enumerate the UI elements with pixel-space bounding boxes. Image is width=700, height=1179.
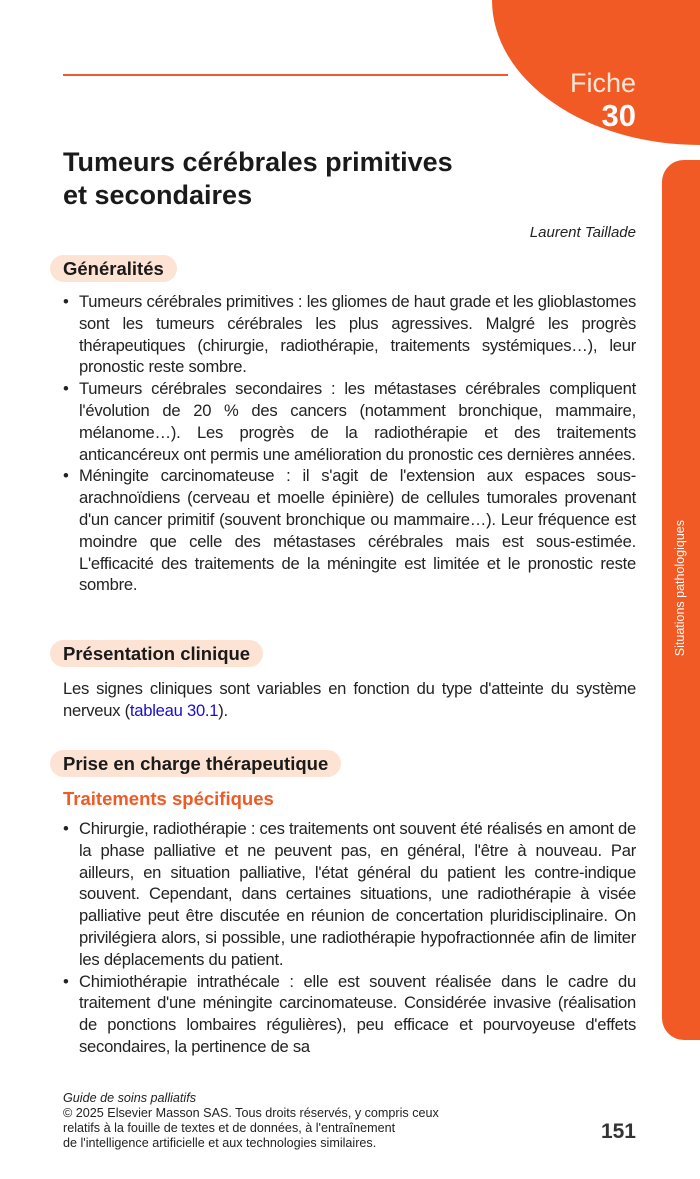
presentation-text-start: Les signes cliniques sont variables en fonction du type d'atteinte du système nerveux (	[63, 679, 636, 720]
page-title	[63, 146, 453, 212]
presentation-text-end: ).	[218, 700, 228, 720]
copyright-line: © 2025 Elsevier Masson SAS. Tous droits réservés, y compris ceux	[63, 1106, 439, 1120]
fiche-label: Fiche	[569, 68, 636, 98]
copyright-line: de l'intelligence artificielle et aux technologies similaires.	[63, 1136, 377, 1150]
heading-generalites: Généralités	[50, 255, 177, 282]
list-item: • Tumeurs cérébrales primitives : les gliomes de haut grade et les glioblastomes sont les tumeurs cérébrales les plus agressives. Malgré les progrès thérapeutiques (chirurgie, radiothérapie, traitements systémiques…), leur pronostic reste sombre.	[63, 291, 636, 378]
generalites-list	[63, 291, 636, 596]
copyright-line: relatifs à la fouille de textes et de données, à l'entraînement	[63, 1121, 396, 1135]
traitements-list	[63, 818, 636, 1058]
book-title: Guide de soins palliatifs	[63, 1091, 197, 1105]
list-item: • Tumeurs cérébrales secondaires : les métastases cérébrales compliquent l'évolution de 20 % des cancers (notamment bronchique, mammaire, mélanome…). Les progrès de la radiothérapie et des traitements anticancéreux ont permis une amélioration du pronostic ces dernières années.	[63, 378, 636, 465]
list-item: • Chirurgie, radiothérapie : ces traitements ont souvent été réalisés en amont de la phase palliative et ne peuvent pas, en général, l'être à nouveau. Par ailleurs, en situation palliative, l'état général du patient les contre-indique souvent. Cependant, dans certaines situations, une radiothérapie à visée palliative peut être discutée en réunion de concertation pluridisciplinaire. On privilégiera alors, si possible, une radiothérapie hypofractionnée afin de limiter les déplacements du patient.	[63, 818, 636, 971]
author: Laurent Taillade	[529, 224, 636, 241]
title-line-1: Tumeurs cérébrales primitives	[63, 147, 453, 177]
header-rule	[63, 74, 508, 76]
presentation-text	[63, 678, 636, 722]
heading-prise-en-charge: Prise en charge thérapeutique	[50, 750, 341, 777]
side-tab-label: Situations pathologiques	[673, 520, 687, 657]
table-link[interactable]: tableau 30.1	[129, 700, 219, 720]
title-line-2: et secondaires	[63, 180, 253, 210]
fiche-badge	[570, 70, 636, 131]
page-number: 151	[600, 1120, 636, 1143]
heading-presentation: Présentation clinique	[50, 640, 263, 667]
list-item: • Chimiothérapie intrathécale : elle est souvent réalisée dans le cadre du traitement d'une méningite carcinomateuse. Considérée invasive (réalisation de ponctions lombaires régulières), peu efficace et pourvoyeuse d'effets secondaires, la pertinence de sa	[63, 971, 636, 1058]
footer	[63, 1091, 439, 1151]
list-item: • Méningite carcinomateuse : il s'agit de l'extension aux espaces sous-arachnoïdiens (cerveau et moelle épinière) de cellules tumorales provenant d'un cancer primitif (souvent bronchique ou mammaire…). Leur fréquence est moindre que celle des métastases cérébrales mais est sous-estimée. L'efficacité des traitements de la méningite est limitée et le pronostic reste sombre.	[63, 465, 636, 596]
subheading-traitements: Traitements spécifiques	[63, 788, 274, 809]
fiche-number: 30	[601, 98, 636, 133]
